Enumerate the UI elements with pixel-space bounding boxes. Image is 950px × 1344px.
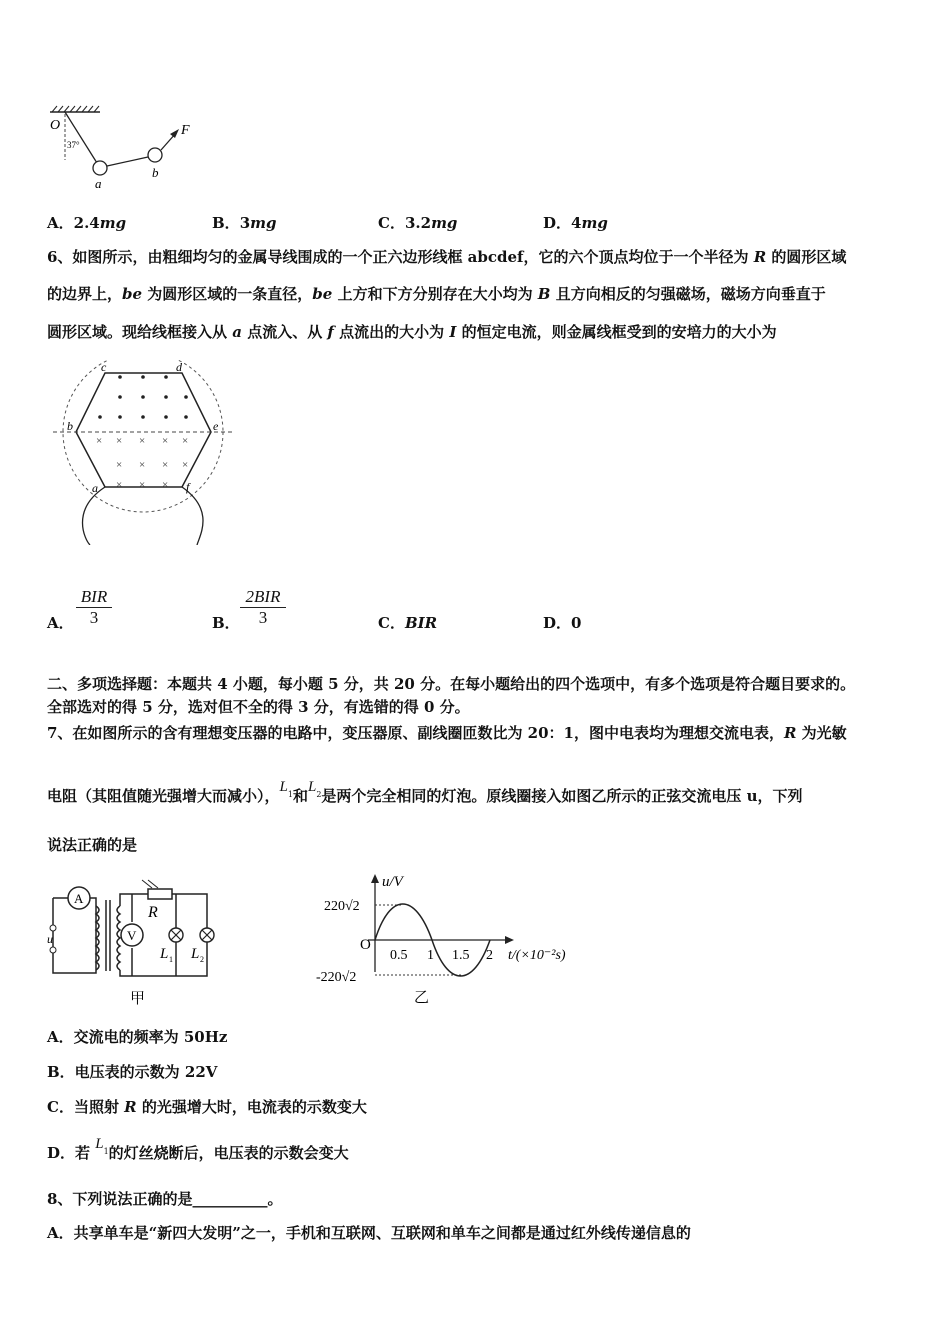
graph-ymax: 220√2: [324, 899, 360, 914]
q5-pendulum-figure: [40, 100, 210, 195]
svg-text:×: ×: [162, 435, 169, 447]
q5-option-a: A．2.4mg: [47, 214, 127, 232]
svg-text:×: ×: [139, 479, 146, 491]
input-u-label: u: [47, 932, 53, 946]
q6-line-3: 圆形区域。现给线框接入从 a 点流入、从 f 点流出的大小为 I 的恒定电流，则金属线框受到的安培力的大小为: [47, 323, 777, 341]
label-b: b: [152, 165, 159, 180]
q7-line-1: 7、在如图所示的含有理想变压器的电路中，变压器原、副线圈匝数比为 20：1，图中电表均为理想交流电表，R 为光敏: [47, 724, 847, 742]
vertex-b: b: [67, 419, 73, 433]
q6-hexagon-figure: [50, 360, 240, 545]
q7-option-d: D．若 $L_1$的灯丝烧断后，电压表的示数会变大: [47, 1136, 349, 1162]
svg-text:1: 1: [169, 955, 173, 964]
ball-a: [93, 161, 107, 175]
q7-voltage-graph: [310, 870, 600, 1010]
q5-option-c: C．3.2mg: [378, 214, 458, 232]
tick-2: 2: [486, 948, 493, 963]
graph-origin: O: [360, 937, 371, 953]
q7-line-3: 说法正确的是: [47, 836, 138, 854]
q8-stem: 8、下列说法正确的是__________。: [47, 1190, 283, 1208]
svg-text:×: ×: [182, 459, 189, 471]
svg-text:×: ×: [139, 435, 146, 447]
q7-option-c: C．当照射 R 的光强增大时，电流表的示数变大: [47, 1098, 367, 1116]
q7-circuit-figure: [44, 878, 224, 1008]
q6-line-2: 的边界上，be 为圆形区域的一条直径，be 上方和下方分别存在大小均为 B 且方向相反的匀强磁场，磁场方向垂直于: [47, 285, 826, 303]
q6-option-a-fraction: BIR 3: [76, 587, 112, 628]
label-F: F: [181, 123, 190, 138]
svg-text:×: ×: [139, 459, 146, 471]
tick-0.5: 0.5: [390, 948, 408, 963]
svg-text:×: ×: [96, 435, 103, 447]
graph-ylabel: u/V: [382, 874, 403, 890]
svg-text:A: A: [74, 891, 84, 906]
label-a: a: [95, 176, 102, 191]
q5-option-b: B．3mg: [212, 214, 277, 232]
q7-line-2: 电阻（其阻值随光强增大而减小），$L_1$和$L_2$是两个完全相同的灯泡。原线圈接入如图乙所示的正弦交流电压 u，下列: [47, 779, 803, 805]
q6-option-c: C．BIR: [378, 614, 438, 632]
svg-text:×: ×: [182, 435, 189, 447]
force-arrow: [170, 129, 179, 138]
q7-option-a: A．交流电的频率为 50Hz: [47, 1028, 228, 1046]
svg-text:L: L: [160, 946, 169, 962]
tick-1.5: 1.5: [452, 948, 470, 963]
svg-text:2: 2: [200, 955, 204, 964]
section2-line-1: 二、多项选择题：本题共 4 小题，每小题 5 分，共 20 分。在每小题给出的四个选项中，有多个选项是符合题目要求的。: [47, 675, 856, 693]
svg-text:V: V: [127, 928, 137, 943]
q6-option-a-letter: A．: [47, 614, 74, 632]
svg-text:×: ×: [116, 479, 123, 491]
vertex-a: a: [92, 481, 98, 495]
graph-xlabel: t/(×10⁻²s): [508, 948, 566, 963]
vertex-c: c: [101, 360, 107, 374]
svg-text:×: ×: [162, 459, 169, 471]
figure-jia-caption: 甲: [130, 991, 146, 1007]
q7-option-b: B．电压表的示数为 22V: [47, 1063, 218, 1081]
q6-line-1: 6、如图所示，由粗细均匀的金属导线围成的一个正六边形线框 abcdef，它的六个顶点均位于一个半径为 R 的圆形区域: [47, 248, 847, 266]
q6-option-b-fraction: 2BIR 3: [240, 587, 286, 628]
resistor-R-label: R: [148, 904, 158, 921]
section2-line-2: 全部选对的得 5 分，选对但不全的得 3 分，有选错的得 0 分。: [47, 698, 470, 716]
svg-text:×: ×: [162, 479, 169, 491]
vertex-e: e: [213, 419, 219, 433]
q6-option-d: D．0: [543, 614, 582, 632]
vertex-f: f: [186, 480, 190, 494]
q5-option-d: D．4mg: [543, 214, 608, 232]
label-angle: 37°: [67, 140, 80, 150]
svg-text:×: ×: [116, 435, 123, 447]
svg-text:×: ×: [116, 459, 123, 471]
q6-option-b-letter: B．: [212, 614, 240, 632]
graph-ymin: -220√2: [316, 970, 357, 985]
vertex-d: d: [176, 360, 182, 374]
ball-b: [148, 148, 162, 162]
svg-text:L: L: [191, 946, 200, 962]
tick-1: 1: [427, 948, 434, 963]
q8-answer-blank: __________: [192, 1190, 268, 1208]
q8-option-a: A．共享单车是“新四大发明”之一，手机和互联网、互联网和单车之间都是通过红外线传递信息的: [47, 1224, 691, 1242]
figure-yi-caption: 乙: [414, 990, 430, 1006]
label-O: O: [50, 118, 61, 133]
